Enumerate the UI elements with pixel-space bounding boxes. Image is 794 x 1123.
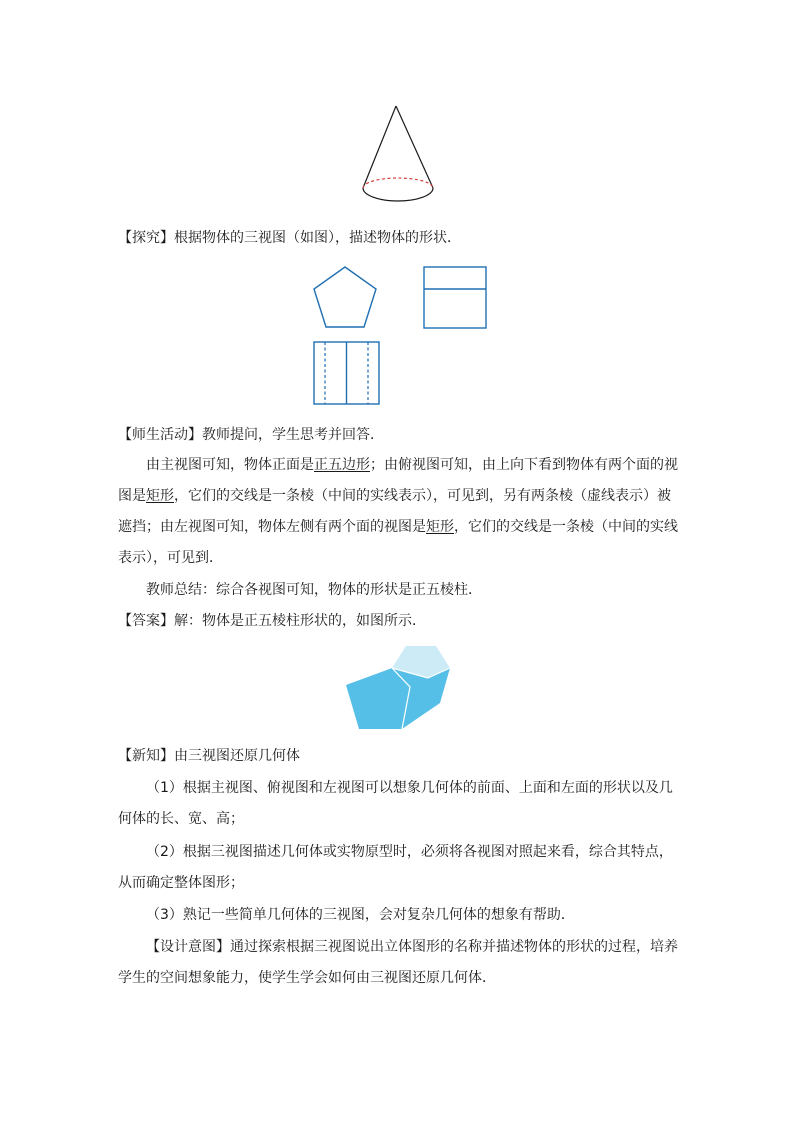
cone-base-back-dashed: [363, 178, 433, 188]
underlined-term: 矩形: [146, 488, 174, 504]
left-view-rectangle: [423, 266, 487, 330]
explore-paragraph: [118, 228, 461, 248]
summary-paragraph: 教师总结：综合各视图可知，物体的形状是正五棱柱．: [146, 582, 482, 598]
cone-figure: [355, 102, 445, 214]
design-paragraph-cont: 学生的空间想象能力，使学生学会如何由三视图还原几何体．: [118, 970, 496, 986]
explore-text: 根据物体的三视图（如图），描述物体的形状．: [174, 230, 461, 246]
cone-base-front: [363, 188, 433, 201]
design-label: 【设计意图】: [146, 939, 230, 955]
answer-text: 解：物体是正五棱柱形状的，如图所示．: [174, 613, 426, 629]
list-item: （1）根据主视图、俯视图和左视图可以想象几何体的前面、上面和左面的形状以及几: [146, 780, 673, 796]
new-knowledge-text: 由三视图还原几何体: [174, 748, 300, 764]
top-view-rectangle: [313, 341, 381, 406]
answer-label: 【答案】: [118, 613, 174, 629]
list-item: （2）根据三视图描述几何体或实物原型时，必须将各视图对照起来看，综合其特点，: [146, 844, 673, 860]
new-knowledge-heading: [118, 746, 300, 766]
explore-label: 【探究】: [118, 230, 174, 246]
underlined-term: 正五边形: [314, 457, 370, 473]
cone-left-edge: [363, 106, 396, 188]
design-paragraph: 【设计意图】通过探索根据三视图说出立体图形的名称并描述物体的形状的过程，培养: [146, 939, 678, 955]
activity-text: 教师提问，学生思考并回答．: [202, 427, 384, 443]
list-item: （3）熟记一些简单几何体的三视图，会对复杂几何体的想象有帮助．: [146, 907, 575, 923]
analysis-line-4: 表示），可见到．: [118, 550, 223, 566]
activity-label: 【师生活动】: [118, 427, 202, 443]
front-view-pentagon: [312, 265, 378, 331]
analysis-line-3: 遮挡；由左视图可知，物体左侧有两个面的视图是矩形，它们的交线是一条棱（中间的实线: [118, 519, 678, 535]
list-item-cont: 何体的长、宽、高；: [118, 811, 244, 827]
analysis-line-2: 图是矩形，它们的交线是一条棱（中间的实线表示），可见到，另有两条棱（虚线表示）被: [118, 488, 671, 504]
list-item-cont: 从而确定整体图形；: [118, 875, 244, 891]
answer-paragraph: [118, 611, 426, 631]
analysis-line-1: 由主视图可知，物体正面是正五边形；由俯视图可知，由上向下看到物体有两个面的视: [146, 457, 678, 473]
underlined-term: 矩形: [426, 519, 454, 535]
activity-paragraph: [118, 425, 384, 445]
cone-right-edge: [396, 106, 433, 188]
pentagonal-prism-figure: [344, 645, 452, 731]
new-knowledge-label: 【新知】: [118, 748, 174, 764]
